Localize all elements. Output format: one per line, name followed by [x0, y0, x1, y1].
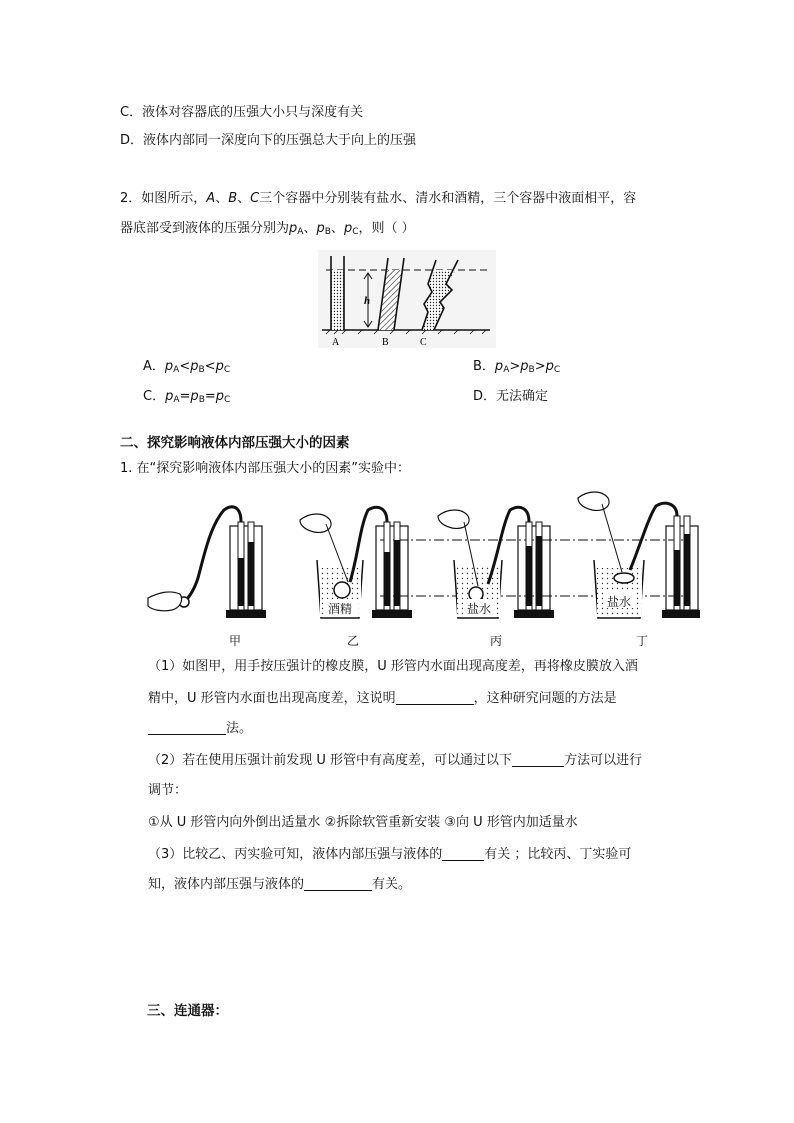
- sub: C: [224, 395, 231, 405]
- sep: 、: [237, 191, 251, 206]
- sub: C: [352, 227, 359, 237]
- label-c: C: [420, 337, 427, 348]
- caption-yi: 乙: [347, 634, 360, 648]
- option-prefix: A．: [143, 359, 165, 374]
- q1-part2-line2: 调节：: [148, 783, 188, 798]
- caption-jia: 甲: [229, 634, 242, 648]
- u-tube-frame: [666, 526, 698, 610]
- q2-option-a: [143, 358, 230, 379]
- water-left: [526, 546, 532, 606]
- q2-stem-line2: [120, 220, 415, 241]
- sub: B: [198, 365, 205, 375]
- op: <: [204, 359, 216, 374]
- q1-part1-line2: [148, 690, 617, 708]
- var-p: p: [343, 221, 353, 236]
- sub: B: [198, 395, 205, 405]
- text: ，这种研究问题的方法是: [473, 691, 617, 706]
- op: >: [509, 359, 521, 374]
- q2-option-b: [473, 358, 560, 379]
- water-left: [238, 558, 244, 606]
- stand-base: [226, 610, 266, 618]
- option-prefix: C．: [143, 389, 166, 404]
- water-right: [394, 540, 400, 606]
- probe-string: [602, 504, 622, 572]
- sub: B: [528, 365, 535, 375]
- beaker-label-saltwater: 盐水: [467, 602, 492, 616]
- containers-figure: [318, 250, 496, 348]
- var-p: p: [545, 359, 554, 374]
- setup-ding: [578, 492, 700, 618]
- setup-bing: [438, 507, 554, 618]
- var-p: p: [165, 389, 174, 404]
- hand-icon: [148, 592, 182, 611]
- probe: [334, 582, 350, 598]
- text: 知，液体内部压强与液体的: [148, 877, 305, 892]
- section-3-heading: 三、连通器：: [147, 1003, 228, 1019]
- sub: C: [223, 365, 231, 375]
- section-2-heading: 二、探究影响液体内部压强大小的因素: [120, 435, 350, 451]
- text: （3）比较乙、丙实验可知，液体内部压强与液体的: [148, 847, 443, 862]
- label-b: B: [382, 337, 389, 348]
- text: 精中，U 形管内水面也出现高度差，这说明: [148, 691, 396, 706]
- hand-icon: [300, 514, 331, 532]
- q1-part1-line3: [148, 720, 252, 738]
- text: 有关 ；比较丙、丁实验可: [484, 847, 632, 862]
- sub: A: [297, 227, 304, 237]
- u-tube-frame: [376, 526, 408, 610]
- op: =: [179, 389, 191, 404]
- hand-icon: [578, 492, 609, 510]
- water-right: [536, 536, 542, 606]
- text: 法。: [226, 721, 253, 736]
- q2-stem-text: ，则（ ）: [358, 221, 415, 236]
- sub: A: [173, 395, 180, 405]
- op: =: [204, 389, 216, 404]
- var-p: p: [215, 359, 224, 374]
- section-2-intro: 1. 在“探究影响液体内部压强大小的因素”实验中：: [120, 461, 411, 476]
- caption-ding: 丁: [636, 634, 649, 648]
- var-p: p: [520, 359, 529, 374]
- container-a-liquid: [331, 270, 344, 330]
- var-p: p: [316, 221, 325, 236]
- label-h: h: [364, 295, 371, 307]
- beaker-label-saltwater-2: 盐水: [607, 595, 632, 609]
- water-right: [684, 534, 690, 606]
- pressure-gauge-figure: [140, 486, 700, 650]
- text: 方法可以进行: [564, 753, 643, 768]
- answer-blank[interactable]: [396, 690, 474, 705]
- caption-bing: 丙: [490, 634, 503, 648]
- q2-stem-text: 2．如图所示，: [120, 191, 207, 206]
- answer-blank[interactable]: [512, 752, 564, 767]
- u-tube-frame: [518, 526, 550, 610]
- sep: 、: [303, 221, 317, 236]
- q2-option-d: D．无法确定: [473, 389, 549, 404]
- sep: 、: [330, 221, 344, 236]
- q1-part3-line1: [148, 846, 631, 864]
- sub: C: [553, 365, 561, 375]
- option-prefix: B．: [473, 359, 495, 374]
- q2-stem-line1: [120, 190, 636, 208]
- setup-yi: [300, 507, 412, 618]
- water-left: [384, 552, 390, 606]
- label-a: A: [332, 337, 340, 348]
- var-p: p: [494, 359, 504, 374]
- hose: [186, 507, 241, 600]
- answer-blank[interactable]: [442, 846, 484, 861]
- beaker-label-alcohol: 酒精: [328, 602, 353, 616]
- var-p: p: [164, 359, 174, 374]
- sub: B: [324, 227, 331, 237]
- hose: [630, 503, 677, 570]
- var-c: C: [250, 191, 260, 206]
- water-right: [248, 542, 254, 606]
- sub: A: [173, 365, 180, 375]
- answer-blank[interactable]: [304, 876, 372, 891]
- q1-part3-line2: [148, 876, 411, 894]
- q1-part2-line1: [148, 752, 642, 770]
- var-p: p: [190, 389, 199, 404]
- u-tube-frame: [230, 526, 262, 610]
- setup-jia: [148, 507, 266, 618]
- sep: 、: [215, 191, 229, 206]
- q1-part2-options: ①从 U 形管内向外倒出适量水 ②拆除软管重新安装 ③向 U 形管内加适量水: [148, 815, 578, 830]
- q2-stem-text: 三个容器中分别装有盐水、清水和酒精，三个容器中液面相平，容: [259, 191, 637, 206]
- text: 有关。: [372, 877, 412, 892]
- op: <: [179, 359, 191, 374]
- stand-base: [514, 610, 554, 618]
- q2-option-c: [143, 388, 230, 409]
- q1-part1-line1: （1）如图甲，用手按压强计的橡皮膜，U 形管内水面出现高度差，再将橡皮膜放入酒: [148, 659, 638, 674]
- option-c-prev: C．液体对容器底的压强大小只与深度有关: [120, 105, 364, 120]
- var-p: p: [190, 359, 199, 374]
- var-a: A: [206, 191, 216, 206]
- var-p: p: [215, 389, 225, 404]
- water-left: [674, 550, 680, 606]
- q2-stem-text: 器底部受到液体的压强分别为: [120, 221, 290, 236]
- stand-base: [372, 610, 412, 618]
- sub: A: [503, 365, 510, 375]
- op: >: [534, 359, 546, 374]
- answer-blank[interactable]: [148, 720, 226, 735]
- var-p: p: [289, 221, 298, 236]
- probe: [614, 573, 634, 583]
- probe: [469, 587, 483, 601]
- var-b: B: [228, 191, 238, 206]
- text: （2）若在使用压强计前发现 U 形管中有高度差，可以通过以下: [148, 753, 513, 768]
- option-d-prev: D．液体内部同一深度向下的压强总大于向上的压强: [120, 133, 417, 148]
- stand-base: [662, 610, 700, 618]
